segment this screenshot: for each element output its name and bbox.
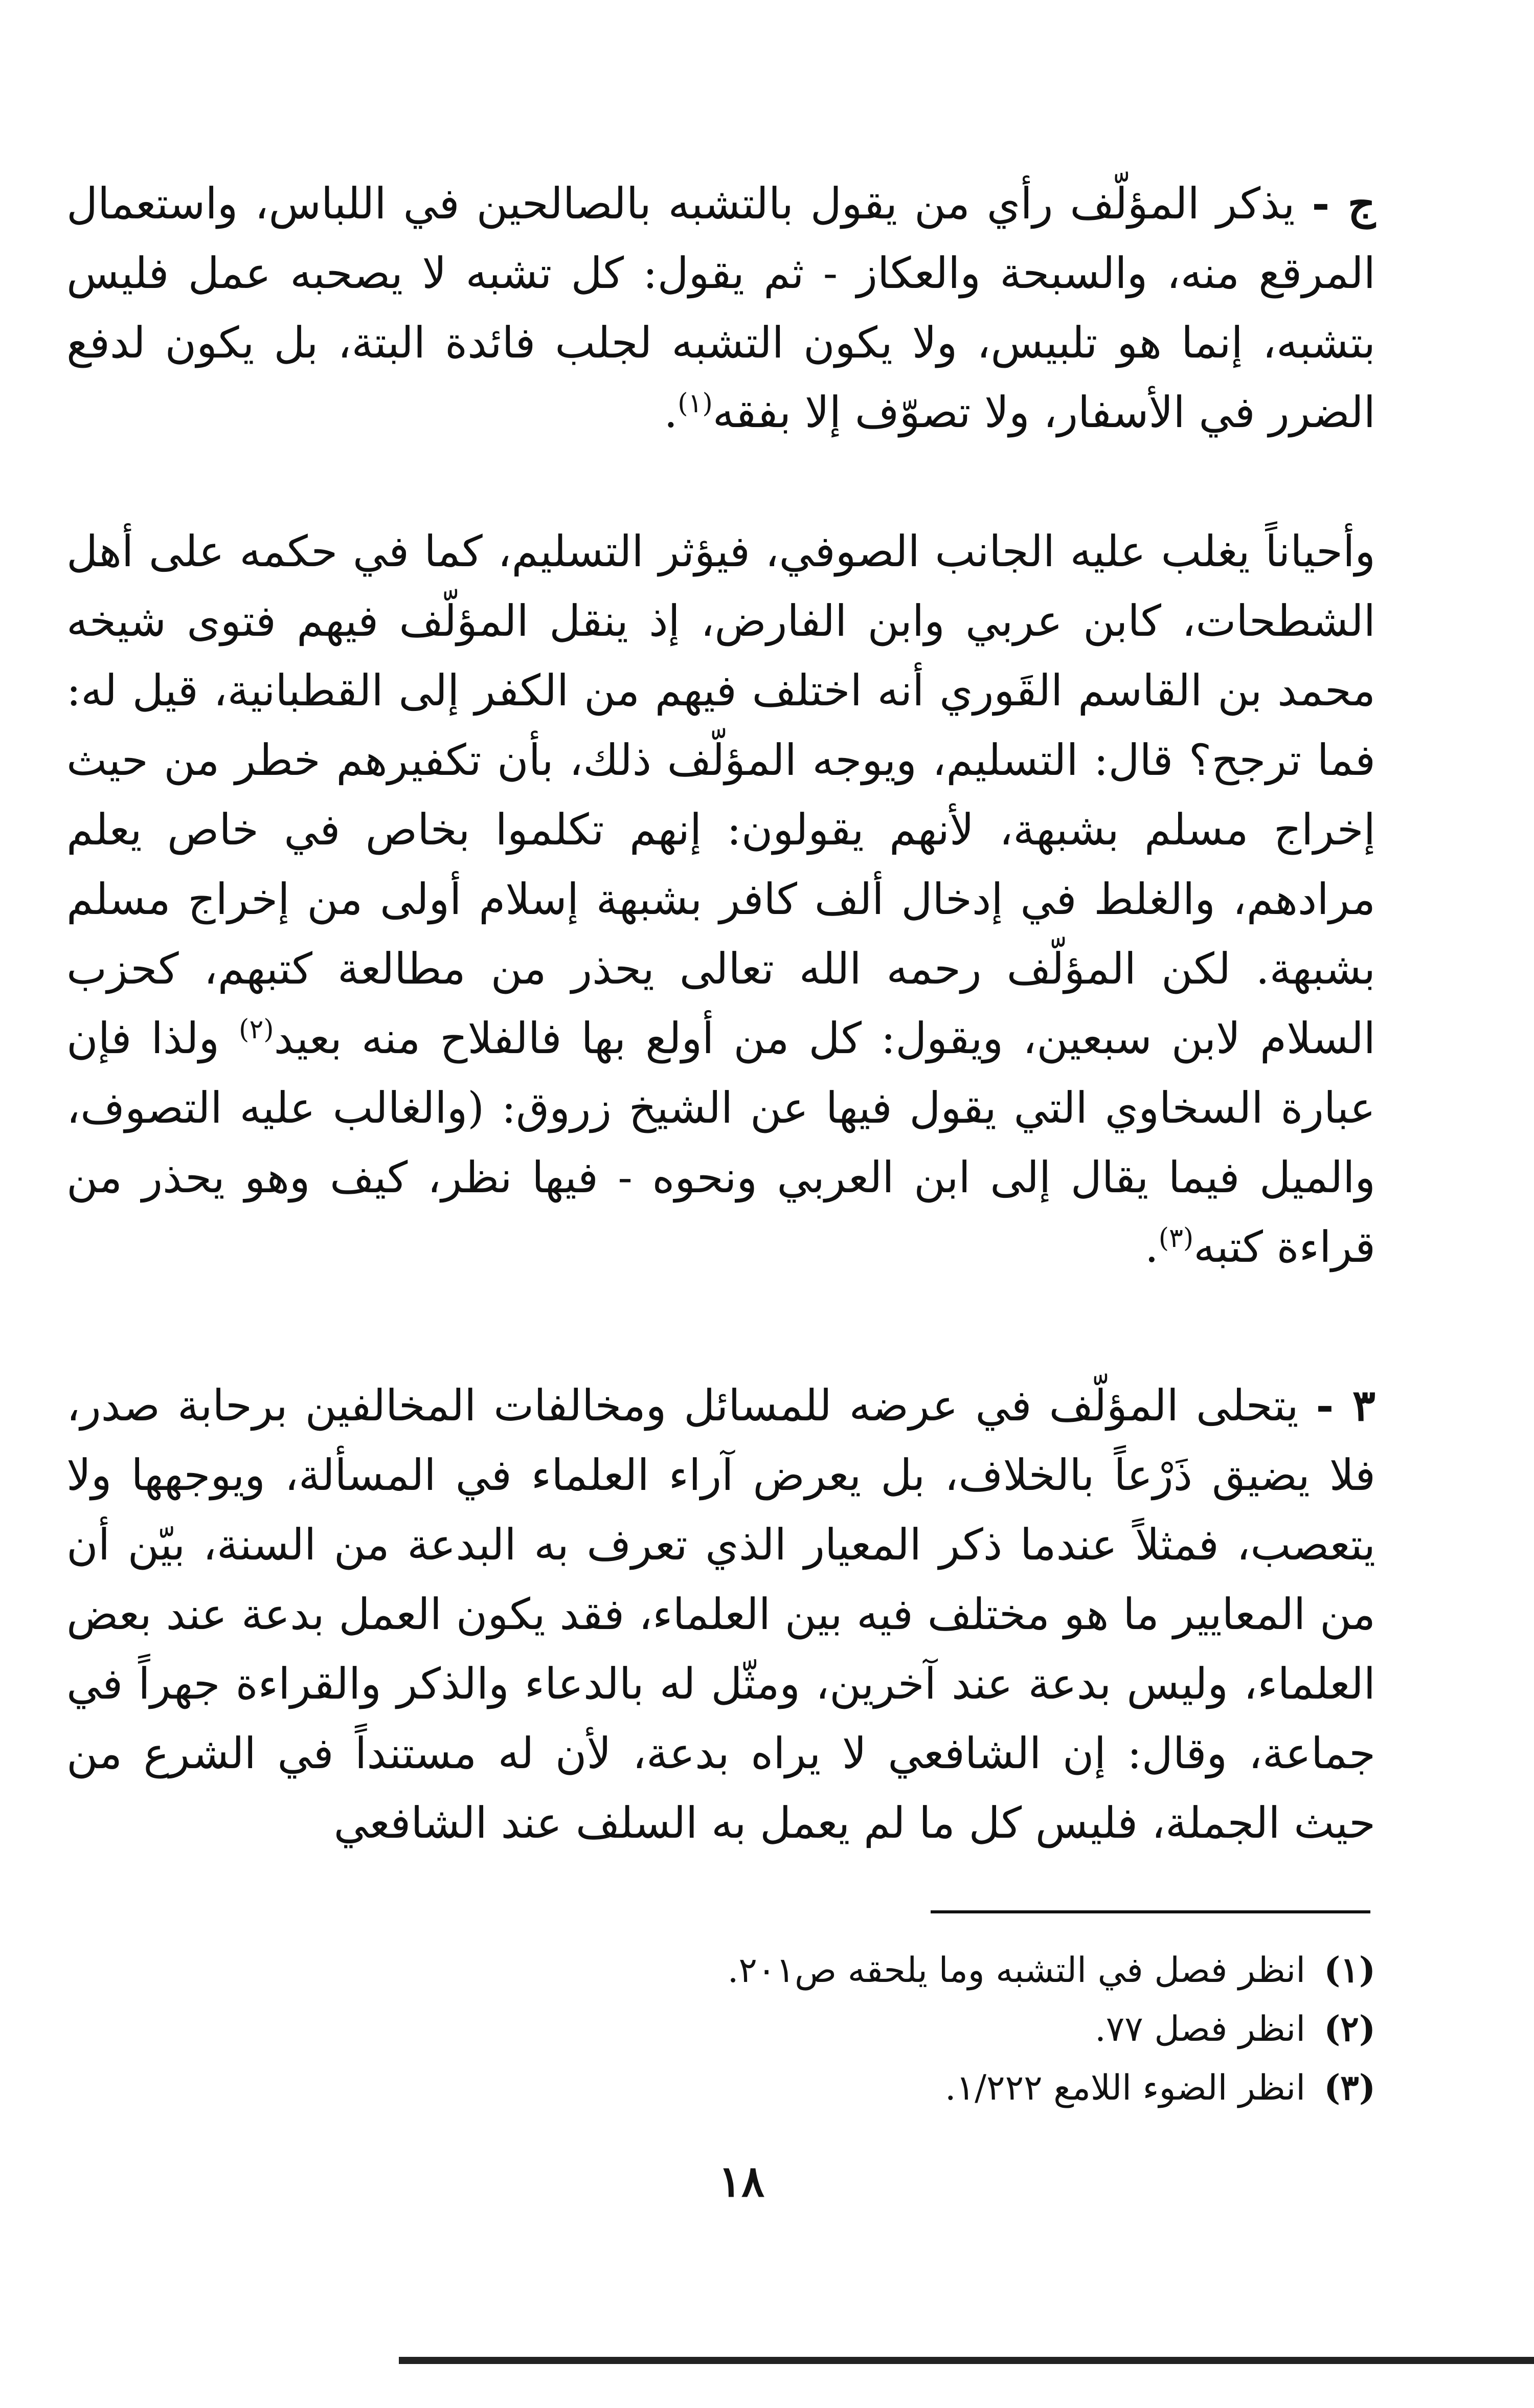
- footnote-item: [562, 2061, 1375, 2115]
- paragraph-1-tail: .: [664, 387, 678, 437]
- paragraph-3-text: يتحلى المؤلّف في عرضه للمسائل ومخالفات المخالفين برحابة صدر، فلا يضيق ذَرْعاً بالخلاف، بل يعرض آراء العلماء في المسألة، ويوجهها ولا يتعصب، فمثلاً عندما ذكر المعيار الذي تعرف به البدعة من السنة، بيّن أن من المعايير ما هو مختلف فيه بين العلماء، فقد يكون العمل بدعة عند بعض العلماء، وليس بدعة عند آخرين، ومثّل له بالدعاء والذكر والقراءة جهراً في جماعة، وقال: إن الشافعي لا يراه بدعة، لأن له مستنداً في الشرع من حيث الجملة، فليس كل ما لم يعمل به السلف عند الشافعي: [66, 1380, 1375, 1848]
- page-number: ١٨: [718, 2156, 765, 2206]
- footnote-text: انظر الضوء اللامع ١/٢٢٢.: [945, 2068, 1306, 2108]
- footnote-ref-1: (١): [678, 388, 713, 419]
- paragraph-2-tail: ولذا فإن عبارة السخاوي التي يقول فيها عن الشيخ زروق: (والغالب عليه التصوف، والميل فيما يقال إلى ابن العربي ونحوه - فيها نظر، كيف وهو يحذر من قراءة كتبه: [66, 1013, 1375, 1272]
- footnote-item: [562, 1944, 1375, 1997]
- paragraph-1-lead: ج -: [1312, 178, 1375, 229]
- paragraph-3: [66, 1371, 1375, 1858]
- footnote-divider: [931, 1910, 1370, 1913]
- paragraph-2-tail-end: .: [1144, 1222, 1159, 1272]
- paragraph-2: [66, 517, 1375, 1282]
- scan-edge-line: [399, 2357, 1534, 2364]
- paragraph-1: [66, 169, 1375, 447]
- footnote-number: (٣): [1324, 2067, 1375, 2108]
- footnote-item: [562, 2002, 1375, 2056]
- paragraph-2-text: وأحياناً يغلب عليه الجانب الصوفي، فيؤثر التسليم، كما في حكمه على أهل الشطحات، كابن عربي وابن الفارض، إذ ينقل المؤلّف فيهم فتوى شيخه محمد بن القاسم القَوري أنه اختلف فيهم من الكفر إلى القطبانية، قيل له: فما ترجح؟ قال: التسليم، ويوجه المؤلّف ذلك، بأن تكفيرهم خطر من حيث إخراج مسلم بشبهة، لأنهم يقولون: إنهم تكلموا بخاص في خاص يعلم مرادهم، والغلط في إدخال ألف كافر بشبهة إسلام أولى من إخراج مسلم بشبهة. لكن المؤلّف رحمه الله تعالى يحذر من مطالعة كتبهم، كحزب السلام لابن سبعين، ويقول: كل من أولع بها فالفلاح منه بعيد: [66, 526, 1376, 1063]
- footnote-text: انظر فصل ٧٧.: [1095, 2009, 1306, 2049]
- footnote-ref-2: (٢): [239, 1014, 274, 1045]
- paragraph-3-lead: ٣ -: [1316, 1380, 1375, 1431]
- footnotes-list: [562, 1944, 1375, 2120]
- footnote-number: (٢): [1324, 2009, 1375, 2049]
- footnote-text: انظر فصل في التشبه وما يلحقه ص٢٠١.: [727, 1950, 1306, 1991]
- paragraph-1-text: يذكر المؤلّف رأي من يقول بالتشبه بالصالحين في اللباس، واستعمال المرقع منه، والسبحة والعكاز - ثم يقول: كل تشبه لا يصحبه عمل فليس بتشبه، إنما هو تلبيس، ولا يكون التشبه لجلب فائدة البتة، بل يكون لدفع الضرر في الأسفار، ولا تصوّف إلا بفقه: [66, 179, 1375, 437]
- footnote-number: (١): [1324, 1950, 1375, 1991]
- footnote-ref-3: (٣): [1158, 1223, 1194, 1254]
